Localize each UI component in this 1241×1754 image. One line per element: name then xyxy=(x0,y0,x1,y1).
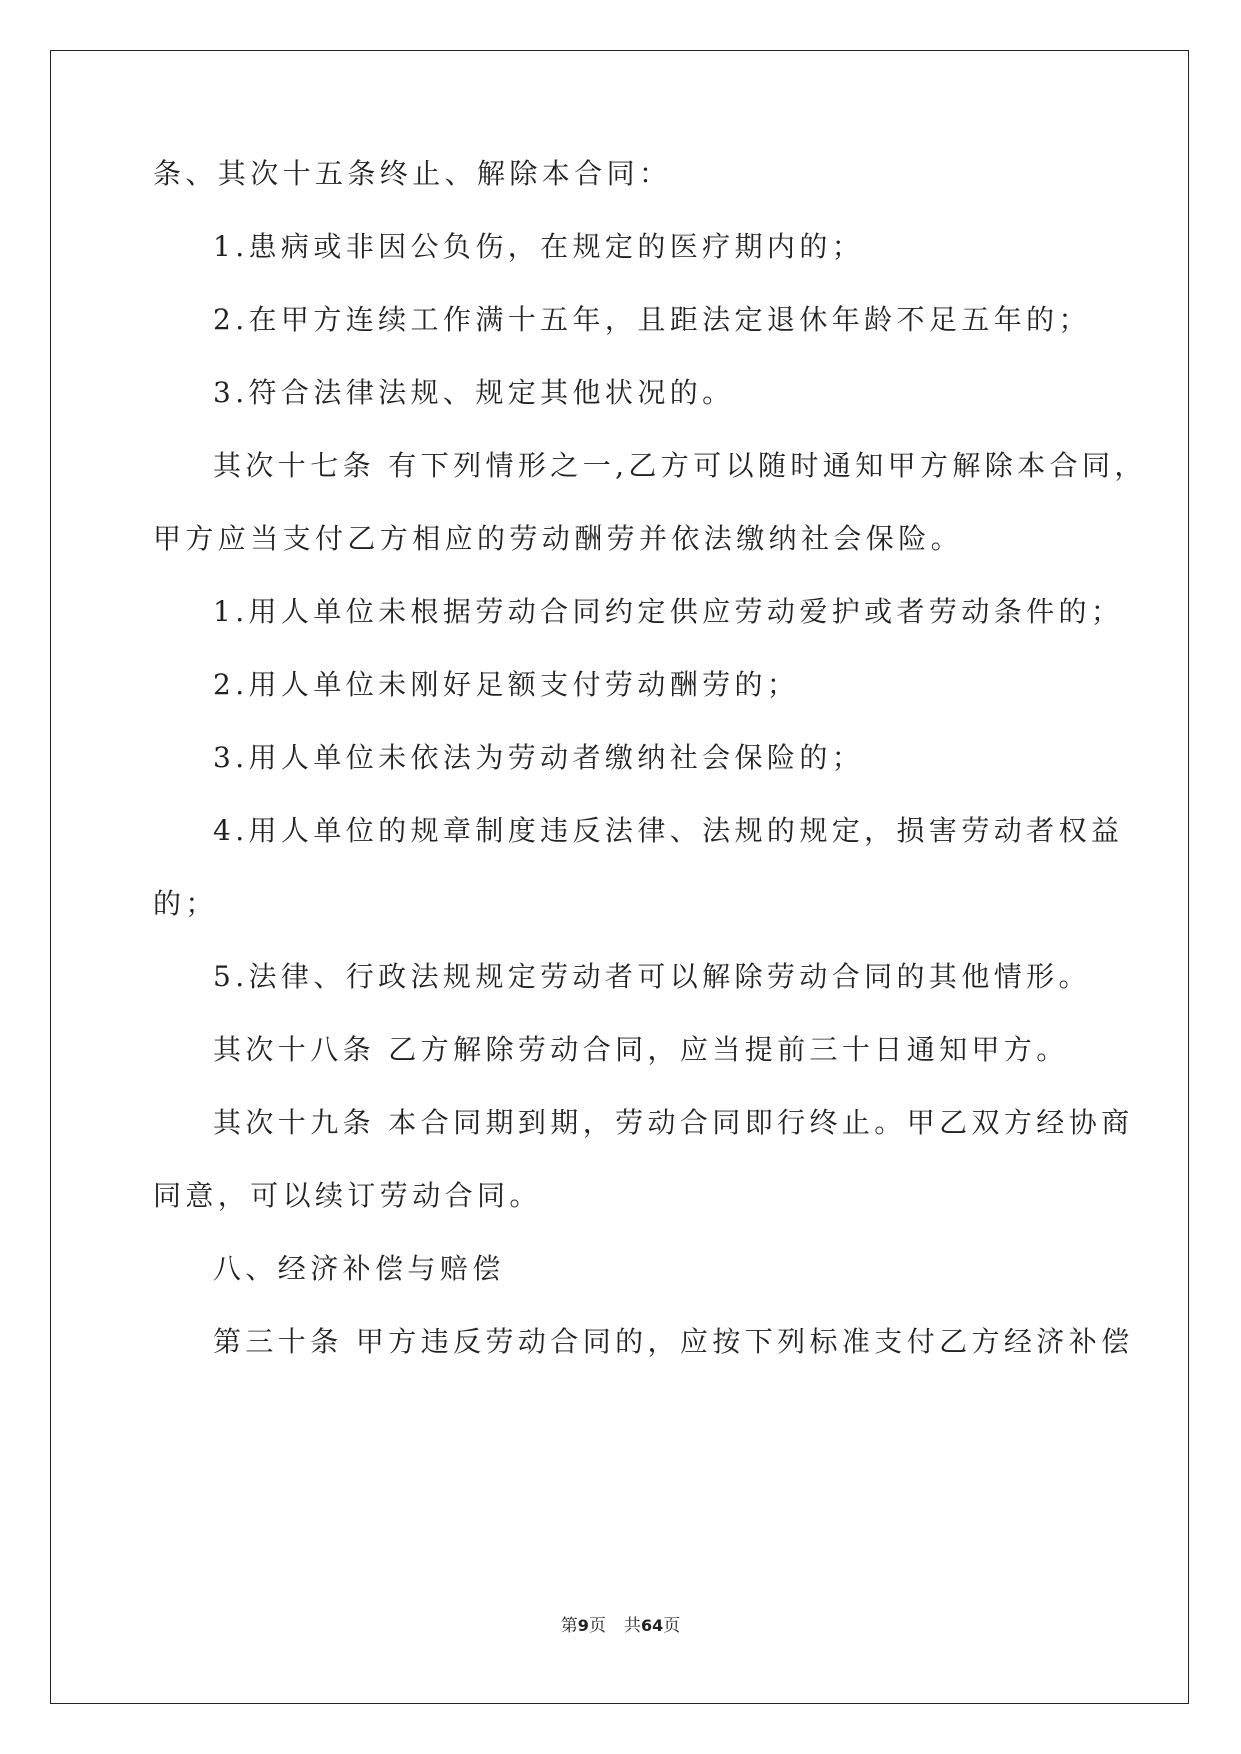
total-unit: 页 xyxy=(663,1616,681,1636)
paragraph-line: 5.法律、行政法规规定劳动者可以解除劳动合同的其他情形。 xyxy=(213,960,1091,993)
section-heading: 八、经济补偿与赔偿 xyxy=(213,1252,505,1285)
paragraph-line: 1.患病或非因公负伤，在规定的医疗期内的； xyxy=(213,230,865,263)
paragraph-line: 第三十条 甲方违反劳动合同的，应按下列标准支付乙方经济补偿 xyxy=(213,1325,1134,1358)
page-unit: 页 xyxy=(588,1616,606,1636)
paragraph-line: 3.用人单位未依法为劳动者缴纳社会保险的； xyxy=(213,741,865,774)
paragraph-line: 其次十八条 乙方解除劳动合同，应当提前三十日通知甲方。 xyxy=(213,1033,1069,1066)
page-prefix: 第 xyxy=(560,1616,578,1636)
paragraph-line: 的； xyxy=(153,887,218,920)
paragraph-line: 甲方应当支付乙方相应的劳动酬劳并依法缴纳社会保险。 xyxy=(153,522,964,555)
page-border xyxy=(50,50,1189,1704)
page-footer xyxy=(0,1618,1241,1635)
paragraph-line: 3.符合法律法规、规定其他状况的。 xyxy=(213,376,735,409)
paragraph-line: 1.用人单位未根据劳动合同约定供应劳动爱护或者劳动条件的； xyxy=(213,595,1124,628)
paragraph-line: 条、其次十五条终止、解除本合同： xyxy=(153,157,672,190)
paragraph-line: 2.用人单位未刚好足额支付劳动酬劳的； xyxy=(213,668,800,701)
paragraph-line: 2.在甲方连续工作满十五年，且距法定退休年龄不足五年的； xyxy=(213,303,1091,336)
total-prefix: 共 xyxy=(623,1616,641,1636)
paragraph-line: 同意，可以续订劳动合同。 xyxy=(153,1179,542,1212)
current-page-number: 9 xyxy=(577,1616,589,1635)
paragraph-line: 4.用人单位的规章制度违反法律、法规的规定，损害劳动者权益 xyxy=(213,814,1124,847)
total-page-count: 64 xyxy=(640,1616,664,1635)
paragraph-line: 其次十七条 有下列情形之一,乙方可以随时通知甲方解除本合同， xyxy=(213,449,1147,482)
paragraph-line: 其次十九条 本合同期到期，劳动合同即行终止。甲乙双方经协商 xyxy=(213,1106,1134,1139)
